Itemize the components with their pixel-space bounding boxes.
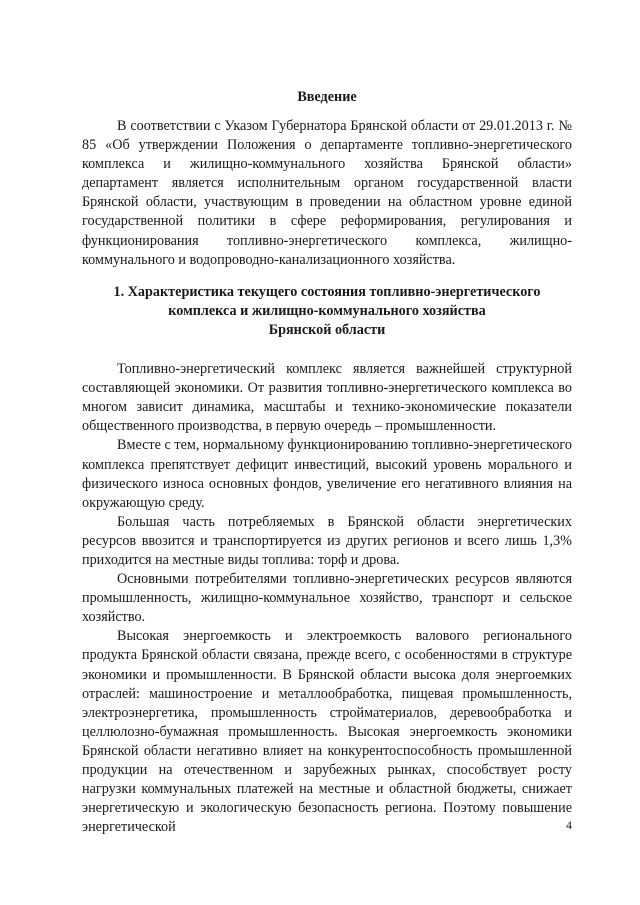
body-paragraph: Основными потребителями топливно-энергетических ресурсов являются промышленность, жилищно-коммунальное хозяйство, транспорт и сельское хозяйство. — [82, 571, 572, 626]
intro-paragraph: В соответствии с Указом Губернатора Брянской области от 29.01.2013 г. № 85 «Об утверждении Положения о департаменте топливно-энергетического комплекса и жилищно-коммунального хозяйства Брянской области» департамент является исполнительным органом государственной власти Брянской области, участвующим в проведении на областном уровне единой государственной политики в сфере реформирования, регулирования и функционирования топливно-энергетического комплекса, жилищно-коммунального и водопроводно-канализационного хозяйства. — [82, 118, 572, 268]
body-paragraph: Большая часть потребляемых в Брянской области энергетических ресурсов ввозится и транспортируется из других регионов и всего лишь 1,3% приходится на местные виды топлива: торф и дрова. — [82, 513, 572, 568]
body-paragraph: Высокая энергоемкость и электроемкость валового регионального продукта Брянской области связана, прежде всего, с особенностями в структуре экономики и промышленности. В Брянской области высока доля энергоемких отраслей: машиностроение и металлообработка, пищевая промышленность, электроэнергетика, промышленность стройматериалов, деревообработка и целлюлозно-бумажная промышленность. Высокая энергоемкость экономики Брянской области негативно влияет на конкурентоспособность промышленной продукции на отечественном и зарубежных рынках, способствует росту нагрузки коммунальных платежей на местные и областной бюджеты, снижает энергетическую и экологическую безопасность региона. Поэтому повышение энергетической — [82, 628, 572, 836]
body-paragraph: Топливно-энергетический комплекс является важнейшей структурной составляющей экономики. От развития топливно-энергетического комплекса во многом зависит динамика, масштабы и технико-экономические показатели общественного производства, в первую очередь – промышленности. — [82, 361, 572, 435]
section-title-line: 1. Характеристика текущего состояния топливно-энергетического — [113, 283, 541, 300]
page-number: 4 — [566, 818, 572, 832]
section-title — [82, 283, 572, 340]
section-title-line: комплекса и жилищно-коммунального хозяйства — [168, 302, 486, 319]
body-paragraph: Вместе с тем, нормальному функционированию топливно-энергетического комплекса препятствует дефицит инвестиций, высокий уровень морального и физического износа основных фондов, увеличение его негативного влияния на окружающую среду. — [82, 437, 572, 511]
intro-title: Введение — [297, 89, 357, 105]
section-title-line: Брянской области — [268, 321, 386, 338]
